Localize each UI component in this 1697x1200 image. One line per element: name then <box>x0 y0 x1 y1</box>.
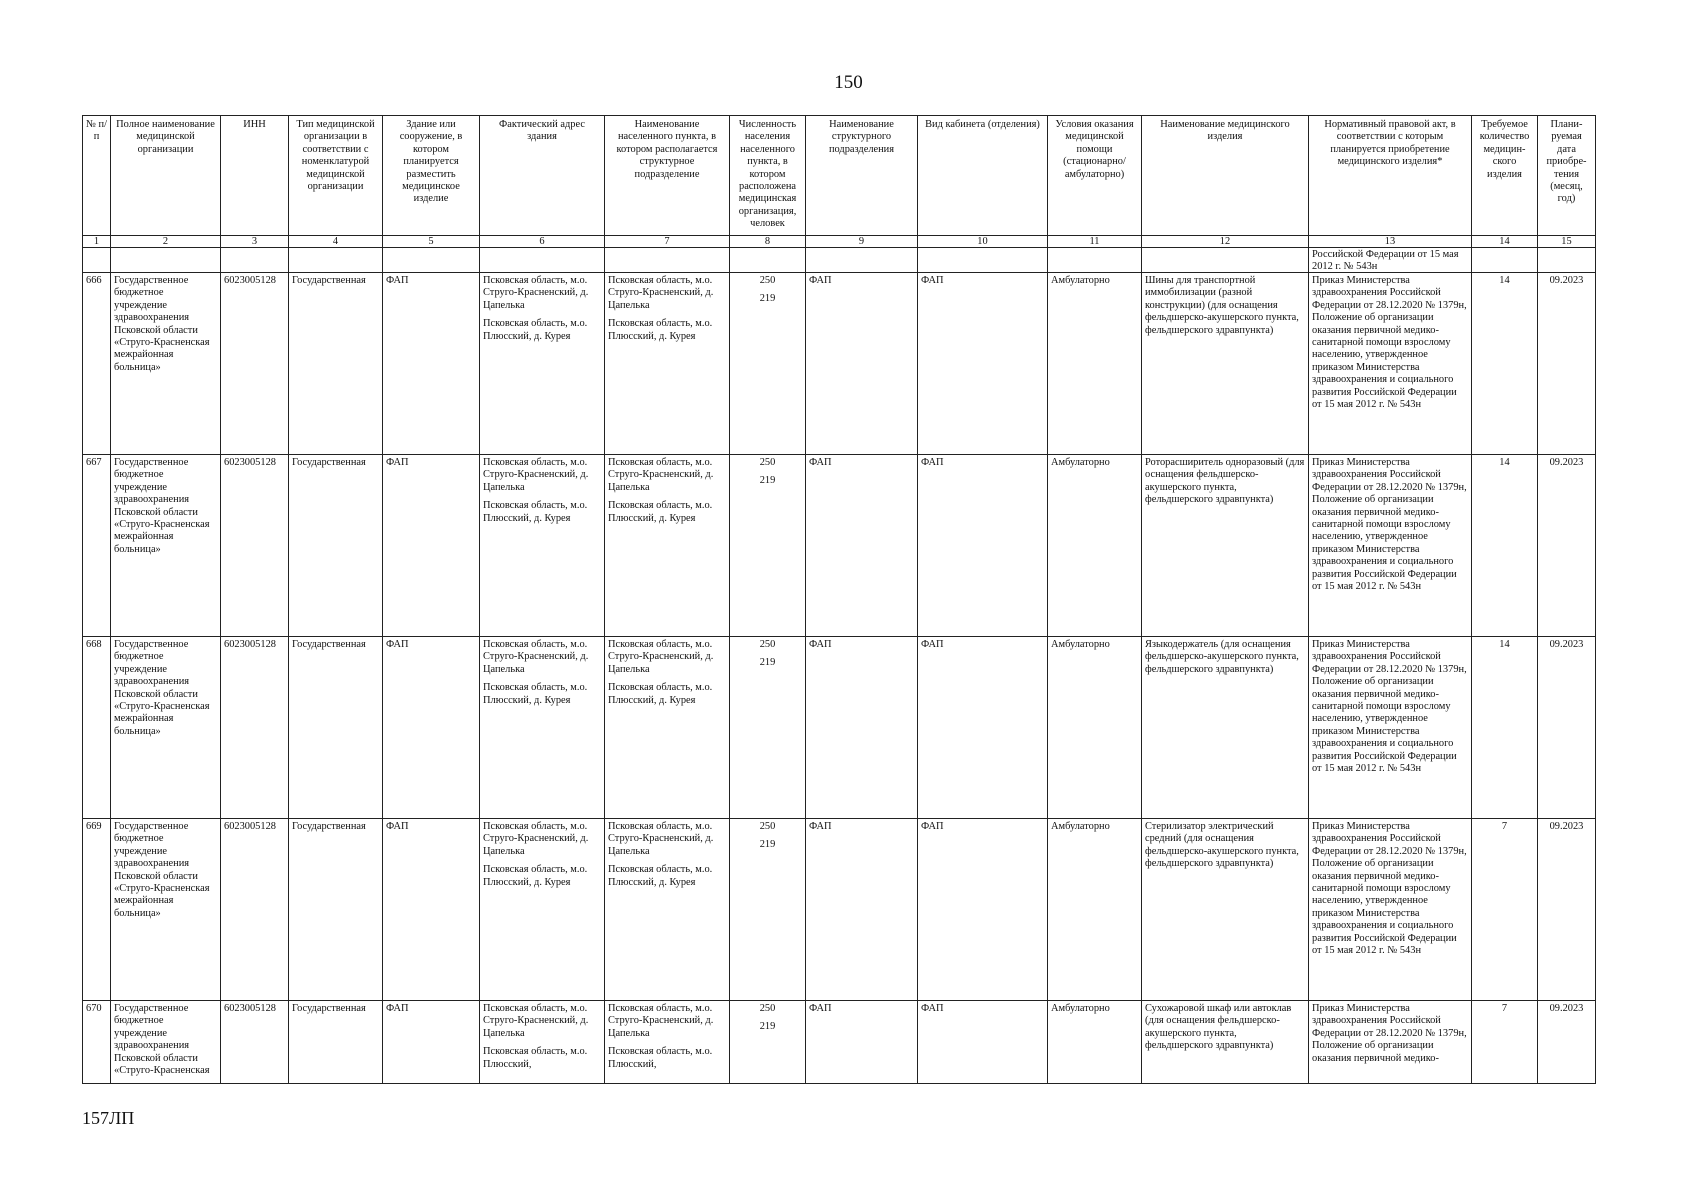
actual-address <box>480 819 605 1001</box>
header-cell: Плани-руемая дата приобре-тения (месяц, год) <box>1538 116 1596 236</box>
header-cell: Наименование населенного пункта, в котором располагается структурное подразделение <box>605 116 730 236</box>
care-conditions: Амбулаторно <box>1048 637 1142 819</box>
building: ФАП <box>383 1001 480 1084</box>
address-2: Псковская область, м.о. Плюсский, д. Курея <box>483 500 588 524</box>
locality-1: Псковская область, м.о. Струго-Красненский, д. Цапелька <box>608 639 714 675</box>
header-cell: Условия оказания медицинской помощи (стационарно/ амбулаторно) <box>1048 116 1142 236</box>
column-number: 1 <box>83 236 111 248</box>
header-cell: Тип медицинской организации в соответствии с номенклатурой медицинской организации <box>289 116 383 236</box>
locality-1: Псковская область, м.о. Струго-Красненский, д. Цапелька <box>608 457 714 493</box>
row-number: 669 <box>83 819 111 1001</box>
actual-address <box>480 1001 605 1084</box>
column-number: 5 <box>383 236 480 248</box>
population <box>730 637 806 819</box>
address-1: Псковская область, м.о. Струго-Красненский, д. Цапелька <box>483 457 589 493</box>
address-1: Псковская область, м.о. Струго-Красненский, д. Цапелька <box>483 639 589 675</box>
locality-2: Псковская область, м.о. Плюсский, д. Курея <box>608 682 713 706</box>
address-1: Псковская область, м.о. Струго-Красненский, д. Цапелька <box>483 821 589 857</box>
legal-act-continuation: Российской Федерации от 15 мая 2012 г. № 543н <box>1309 248 1472 273</box>
inn-value: 6023005128 <box>221 637 289 819</box>
header-cell: Нормативный правовой акт, в соответствии с которым планируется приобретение медицинского изделия* <box>1309 116 1472 236</box>
population <box>730 273 806 455</box>
address-2: Псковская область, м.о. Плюсский, д. Курея <box>483 864 588 888</box>
column-number: 8 <box>730 236 806 248</box>
population-2: 219 <box>759 1021 776 1033</box>
header-cell: Вид кабинета (отделения) <box>918 116 1048 236</box>
planned-date: 09.2023 <box>1538 273 1596 455</box>
locality-name <box>605 1001 730 1084</box>
locality-2: Псковская область, м.о. Плюсский, д. Курея <box>608 318 713 342</box>
care-conditions: Амбулаторно <box>1048 455 1142 637</box>
required-quantity: 14 <box>1472 455 1538 637</box>
device-name: Стерилизатор электрический средний (для оснащения фельдшерско-акушерского пункта, фельдшерского здравпункта) <box>1142 819 1309 1001</box>
structural-unit: ФАП <box>806 273 918 455</box>
address-1: Псковская область, м.о. Струго-Красненский, д. Цапелька <box>483 1003 589 1039</box>
organization-type: Государственная <box>289 637 383 819</box>
planned-date: 09.2023 <box>1538 1001 1596 1084</box>
cabinet-type: ФАП <box>918 1001 1048 1084</box>
population-2: 219 <box>759 475 776 487</box>
locality-name <box>605 455 730 637</box>
care-conditions: Амбулаторно <box>1048 819 1142 1001</box>
structural-unit: ФАП <box>806 455 918 637</box>
structural-unit: ФАП <box>806 1001 918 1084</box>
header-cell: Полное наименование медицинской организации <box>111 116 221 236</box>
header-cell: Фактический адрес здания <box>480 116 605 236</box>
header-cell: Здание или сооружение, в котором планируется разместить медицинское изделие <box>383 116 480 236</box>
locality-name <box>605 637 730 819</box>
locality-2: Псковская область, м.о. Плюсский, д. Курея <box>608 864 713 888</box>
header-cell: Наименование медицинского изделия <box>1142 116 1309 236</box>
planned-date: 09.2023 <box>1538 455 1596 637</box>
inn-value: 6023005128 <box>221 273 289 455</box>
row-number: 668 <box>83 637 111 819</box>
population <box>730 455 806 637</box>
cabinet-type: ФАП <box>918 637 1048 819</box>
cabinet-type: ФАП <box>918 273 1048 455</box>
required-quantity: 14 <box>1472 637 1538 819</box>
organization-type: Государственная <box>289 455 383 637</box>
column-number: 12 <box>1142 236 1309 248</box>
population-2: 219 <box>759 657 776 669</box>
organization-name: Государственное бюджетное учреждение здравоохранения Псковской области «Струго-Красненская межрайонная больница» <box>111 273 221 455</box>
column-number: 2 <box>111 236 221 248</box>
row-number: 670 <box>83 1001 111 1084</box>
organization-type: Государственная <box>289 1001 383 1084</box>
population <box>730 1001 806 1084</box>
header-cell: № п/п <box>83 116 111 236</box>
header-cell: Требуемое количество медицин-ского изделия <box>1472 116 1538 236</box>
address-2: Псковская область, м.о. Плюсский, <box>483 1046 588 1070</box>
legal-act: Приказ Министерства здравоохранения Российской Федерации от 28.12.2020 № 1379н, Положение об организации оказания первичной медико-санитарной помощи взрослому населению, утвержденное приказом Министерства здравоохранения и социального развития Российской Федерации от 15 мая 2012 г. № 543н <box>1309 273 1472 455</box>
locality-1: Псковская область, м.о. Струго-Красненский, д. Цапелька <box>608 1003 714 1039</box>
building: ФАП <box>383 455 480 637</box>
device-name: Языкодержатель (для оснащения фельдшерско-акушерского пункта, фельдшерского здравпункта) <box>1142 637 1309 819</box>
cabinet-type: ФАП <box>918 819 1048 1001</box>
actual-address <box>480 637 605 819</box>
legal-act: Приказ Министерства здравоохранения Российской Федерации от 28.12.2020 № 1379н, Положение об организации оказания первичной медико-санитарной помощи взрослому населению, утвержденное приказом Министерства здравоохранения и социального развития Российской Федерации от 15 мая 2012 г. № 543н <box>1309 455 1472 637</box>
table-row <box>83 1001 1596 1084</box>
column-number: 6 <box>480 236 605 248</box>
header-cell: Наименование структурного подразделения <box>806 116 918 236</box>
column-number: 3 <box>221 236 289 248</box>
continuation-row <box>83 248 1596 273</box>
header-cell: Численность населения населенного пункта, в котором расположена медицинская организация, человек <box>730 116 806 236</box>
population-1: 250 <box>759 457 776 468</box>
locality-2: Псковская область, м.о. Плюсский, д. Курея <box>608 500 713 524</box>
population <box>730 819 806 1001</box>
required-quantity: 14 <box>1472 273 1538 455</box>
organization-name: Государственное бюджетное учреждение здравоохранения Псковской области «Струго-Красненская межрайонная больница» <box>111 637 221 819</box>
population-1: 250 <box>759 275 776 286</box>
population-1: 250 <box>759 1003 776 1014</box>
column-number-row <box>83 236 1596 248</box>
column-number: 9 <box>806 236 918 248</box>
structural-unit: ФАП <box>806 637 918 819</box>
column-number: 13 <box>1309 236 1472 248</box>
cabinet-type: ФАП <box>918 455 1048 637</box>
table-row <box>83 637 1596 819</box>
locality-name <box>605 273 730 455</box>
locality-1: Псковская область, м.о. Струго-Красненский, д. Цапелька <box>608 821 714 857</box>
inn-value: 6023005128 <box>221 819 289 1001</box>
device-name: Сухожаровой шкаф или автоклав (для оснащения фельдшерско-акушерского пункта, фельдшерского здравпункта) <box>1142 1001 1309 1084</box>
population-2: 219 <box>759 839 776 851</box>
device-name: Роторасширитель одноразовый (для оснащения фельдшерско-акушерского пункта, фельдшерского здравпункта) <box>1142 455 1309 637</box>
care-conditions: Амбулаторно <box>1048 1001 1142 1084</box>
legal-act: Приказ Министерства здравоохранения Российской Федерации от 28.12.2020 № 1379н, Положение об организации оказания первичной медико- <box>1309 1001 1472 1084</box>
column-number: 11 <box>1048 236 1142 248</box>
actual-address <box>480 273 605 455</box>
device-name: Шины для транспортной иммобилизации (разной конструкции) (для оснащения фельдшерско-акушерского пункта, фельдшерского здравпункта) <box>1142 273 1309 455</box>
organization-type: Государственная <box>289 273 383 455</box>
building: ФАП <box>383 273 480 455</box>
column-number: 14 <box>1472 236 1538 248</box>
table-row <box>83 455 1596 637</box>
column-number: 10 <box>918 236 1048 248</box>
column-number: 4 <box>289 236 383 248</box>
organization-type: Государственная <box>289 819 383 1001</box>
table-row <box>83 273 1596 455</box>
actual-address <box>480 455 605 637</box>
planned-date: 09.2023 <box>1538 637 1596 819</box>
organization-name: Государственное бюджетное учреждение здравоохранения Псковской области «Струго-Красненская межрайонная больница» <box>111 819 221 1001</box>
population-1: 250 <box>759 639 776 650</box>
row-number: 666 <box>83 273 111 455</box>
header-cell: ИНН <box>221 116 289 236</box>
legal-act: Приказ Министерства здравоохранения Российской Федерации от 28.12.2020 № 1379н, Положение об организации оказания первичной медико-санитарной помощи взрослому населению, утвержденное приказом Министерства здравоохранения и социального развития Российской Федерации от 15 мая 2012 г. № 543н <box>1309 819 1472 1001</box>
address-1: Псковская область, м.о. Струго-Красненский, д. Цапелька <box>483 275 589 311</box>
locality-2: Псковская область, м.о. Плюсский, <box>608 1046 713 1070</box>
building: ФАП <box>383 819 480 1001</box>
legal-act: Приказ Министерства здравоохранения Российской Федерации от 28.12.2020 № 1379н, Положение об организации оказания первичной медико-санитарной помощи взрослому населению, утвержденное приказом Министерства здравоохранения и социального развития Российской Федерации от 15 мая 2012 г. № 543н <box>1309 637 1472 819</box>
column-number: 7 <box>605 236 730 248</box>
column-number: 15 <box>1538 236 1596 248</box>
care-conditions: Амбулаторно <box>1048 273 1142 455</box>
required-quantity: 7 <box>1472 1001 1538 1084</box>
document-code: 157ЛП <box>82 1108 135 1128</box>
locality-name <box>605 819 730 1001</box>
locality-1: Псковская область, м.о. Струго-Красненский, д. Цапелька <box>608 275 714 311</box>
page-number: 150 <box>834 72 863 93</box>
building: ФАП <box>383 637 480 819</box>
header-row <box>83 116 1596 236</box>
table-row <box>83 819 1596 1001</box>
planned-date: 09.2023 <box>1538 819 1596 1001</box>
inn-value: 6023005128 <box>221 1001 289 1084</box>
address-2: Псковская область, м.о. Плюсский, д. Курея <box>483 682 588 706</box>
required-quantity: 7 <box>1472 819 1538 1001</box>
inn-value: 6023005128 <box>221 455 289 637</box>
row-number: 667 <box>83 455 111 637</box>
organization-name: Государственное бюджетное учреждение здравоохранения Псковской области «Струго-Красненская <box>111 1001 221 1084</box>
address-2: Псковская область, м.о. Плюсский, д. Курея <box>483 318 588 342</box>
medical-devices-table <box>82 115 1596 1084</box>
population-2: 219 <box>759 293 776 305</box>
organization-name: Государственное бюджетное учреждение здравоохранения Псковской области «Струго-Красненская межрайонная больница» <box>111 455 221 637</box>
structural-unit: ФАП <box>806 819 918 1001</box>
population-1: 250 <box>759 821 776 832</box>
